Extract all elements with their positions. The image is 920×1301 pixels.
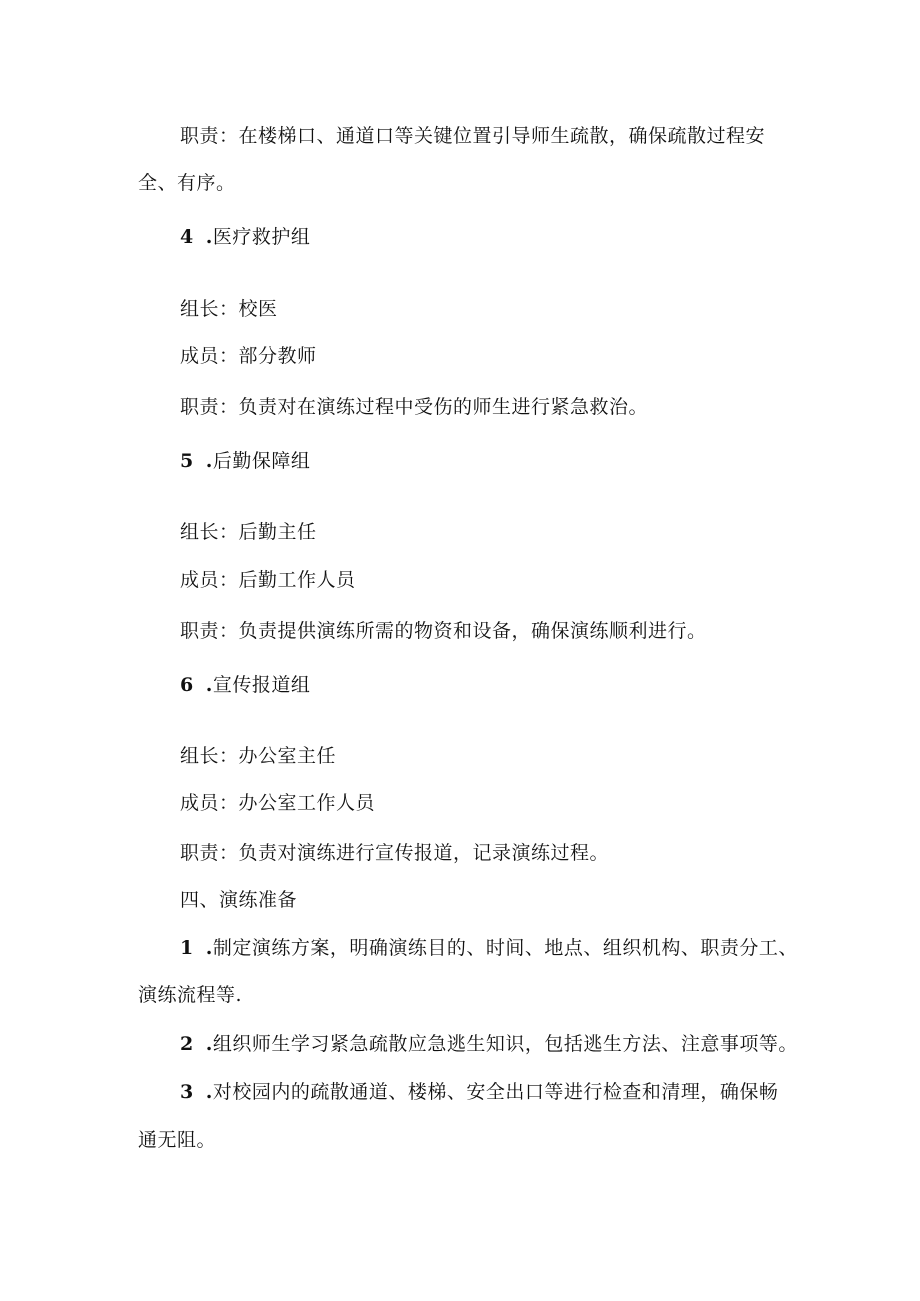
item-dot: .: [205, 1033, 213, 1055]
prep-item-3-line1: [180, 1080, 778, 1104]
evac-duty-line2: 全、有序。: [138, 172, 236, 194]
item-dot: .: [205, 1081, 213, 1103]
publicity-duty: 职责：负责对演练进行宣传报道，记录演练过程。: [180, 842, 610, 864]
item-dot: .: [205, 937, 213, 959]
prep-item-2-text: 组织师生学习紧急疏散应急逃生知识，包括逃生方法、注意事项等。: [212, 1033, 798, 1055]
logistics-group-number: 5: [180, 450, 194, 472]
logistics-group-heading: [180, 449, 310, 473]
prep-item-3-number: 3: [180, 1081, 194, 1103]
logistics-group-title: 后勤保障组: [212, 450, 311, 472]
prep-item-2: [180, 1032, 798, 1056]
publicity-members: 成员：办公室工作人员: [180, 792, 376, 814]
medical-group-heading: [180, 225, 310, 249]
prep-item-3-line2: 通无阻。: [138, 1129, 217, 1151]
prep-item-1-line1: [180, 936, 798, 960]
logistics-leader: 组长：后勤主任: [180, 521, 317, 543]
publicity-group-number: 6: [180, 674, 194, 696]
medical-group-title: 医疗救护组: [212, 226, 311, 248]
medical-leader: 组长：校医: [180, 298, 278, 320]
logistics-duty: 职责：负责提供演练所需的物资和设备，确保演练顺利进行。: [180, 620, 707, 642]
heading-dot: .: [205, 450, 213, 472]
prep-item-2-number: 2: [180, 1033, 194, 1055]
prep-item-1-number: 1: [180, 937, 194, 959]
prep-item-1-line2: 演练流程等.: [138, 984, 243, 1006]
medical-group-number: 4: [180, 226, 194, 248]
publicity-leader: 组长：办公室主任: [180, 745, 337, 767]
prep-item-1-text: 制定演练方案，明确演练目的、时间、地点、组织机构、职责分工、: [212, 937, 798, 959]
section-heading: 四、演练准备: [180, 889, 298, 911]
prep-item-3-text: 对校园内的疏散通道、楼梯、安全出口等进行检查和清理，确保畅: [212, 1081, 779, 1103]
medical-duty: 职责：负责对在演练过程中受伤的师生进行紧急救治。: [180, 396, 649, 418]
logistics-members: 成员：后勤工作人员: [180, 569, 356, 591]
medical-members: 成员：部分教师: [180, 345, 317, 367]
publicity-group-title: 宣传报道组: [212, 674, 311, 696]
publicity-group-heading: [180, 673, 310, 697]
heading-dot: .: [205, 226, 213, 248]
heading-dot: .: [205, 674, 213, 696]
evac-duty-line1: 职责：在楼梯口、通道口等关键位置引导师生疏散，确保疏散过程安: [180, 125, 766, 147]
